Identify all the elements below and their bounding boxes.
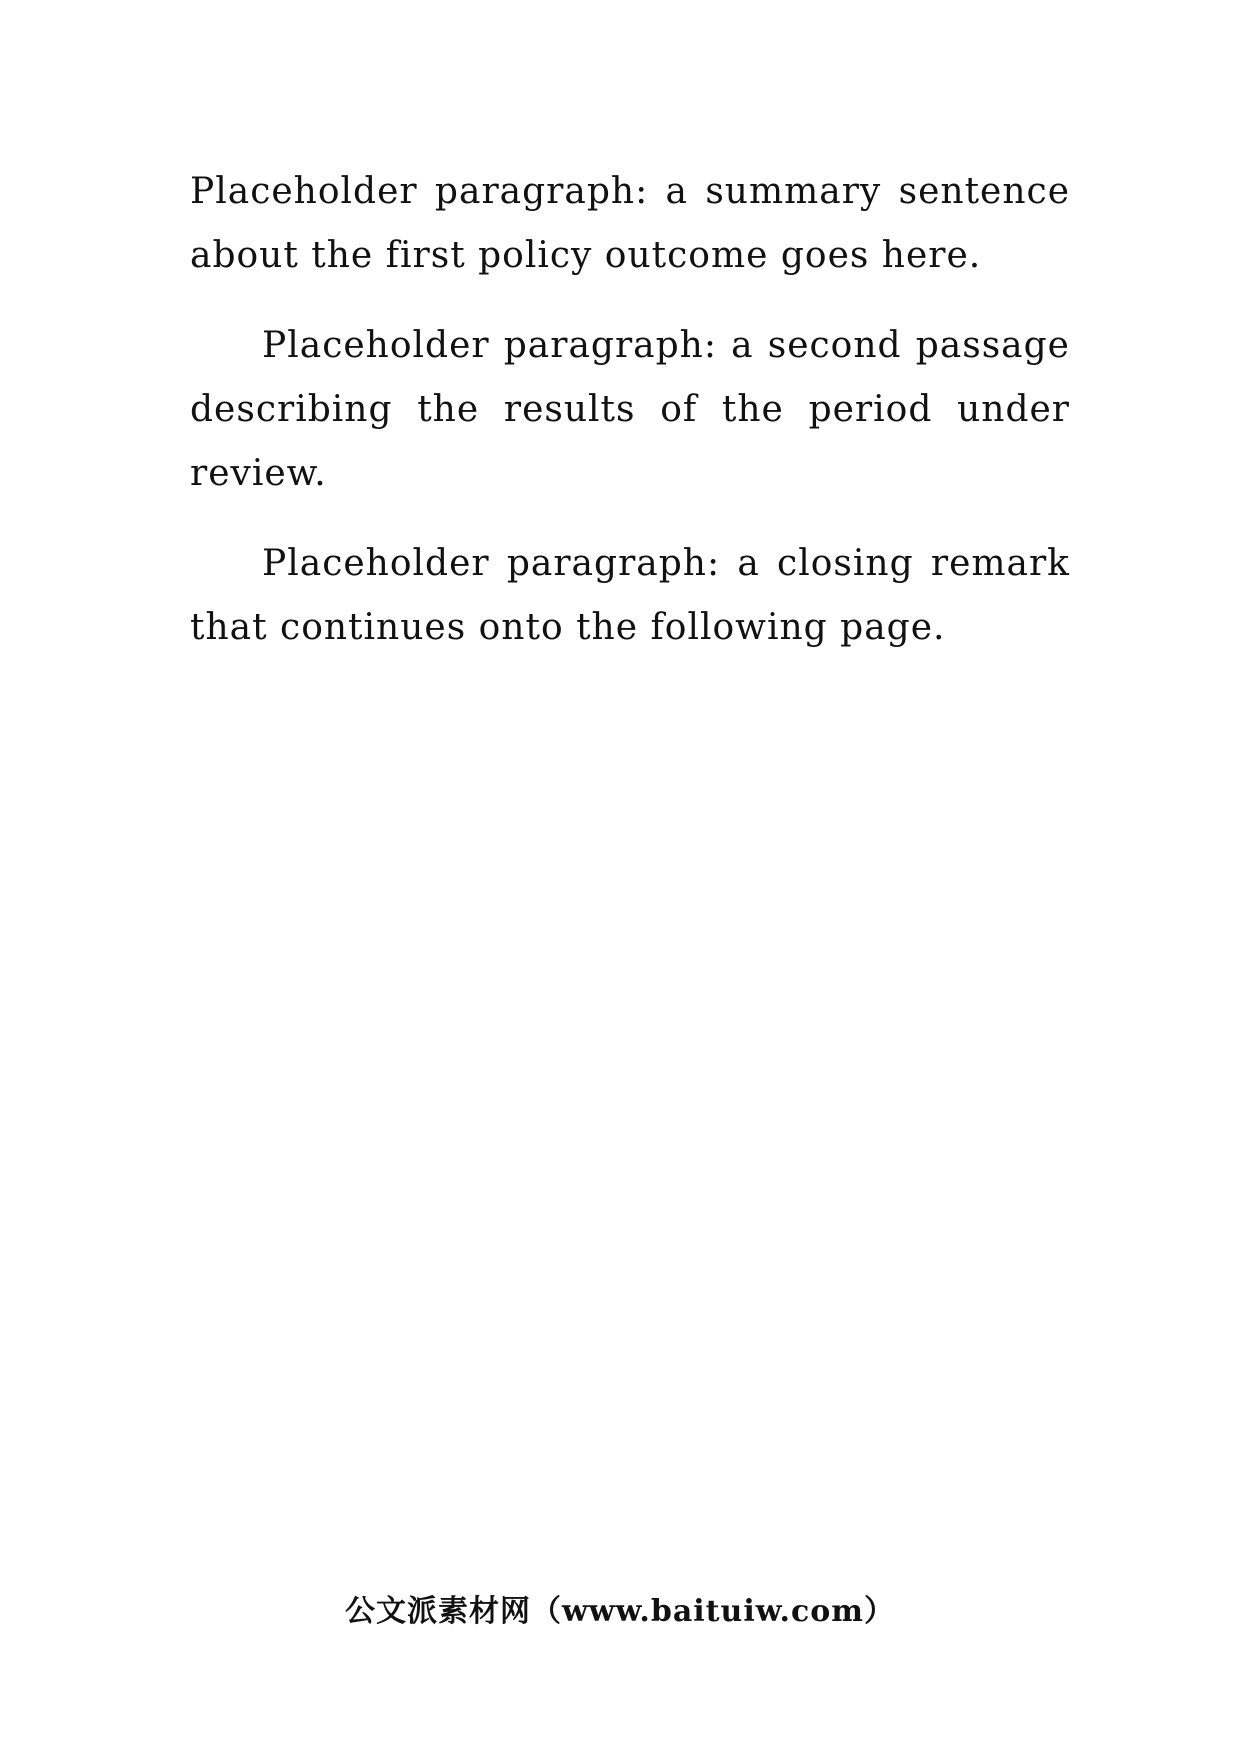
- body-paragraph: Placeholder paragraph: a summary sentence about the first policy outcome goes here.: [190, 171, 1070, 276]
- footer-watermark: 公文派素材网（www.baituiw.com）: [344, 1594, 896, 1629]
- document-body: [190, 160, 1070, 686]
- body-paragraph: Placeholder paragraph: a second passage describing the results of the period under review.: [190, 325, 1070, 494]
- body-paragraph: Placeholder paragraph: a closing remark that continues onto the following page.: [190, 543, 1070, 648]
